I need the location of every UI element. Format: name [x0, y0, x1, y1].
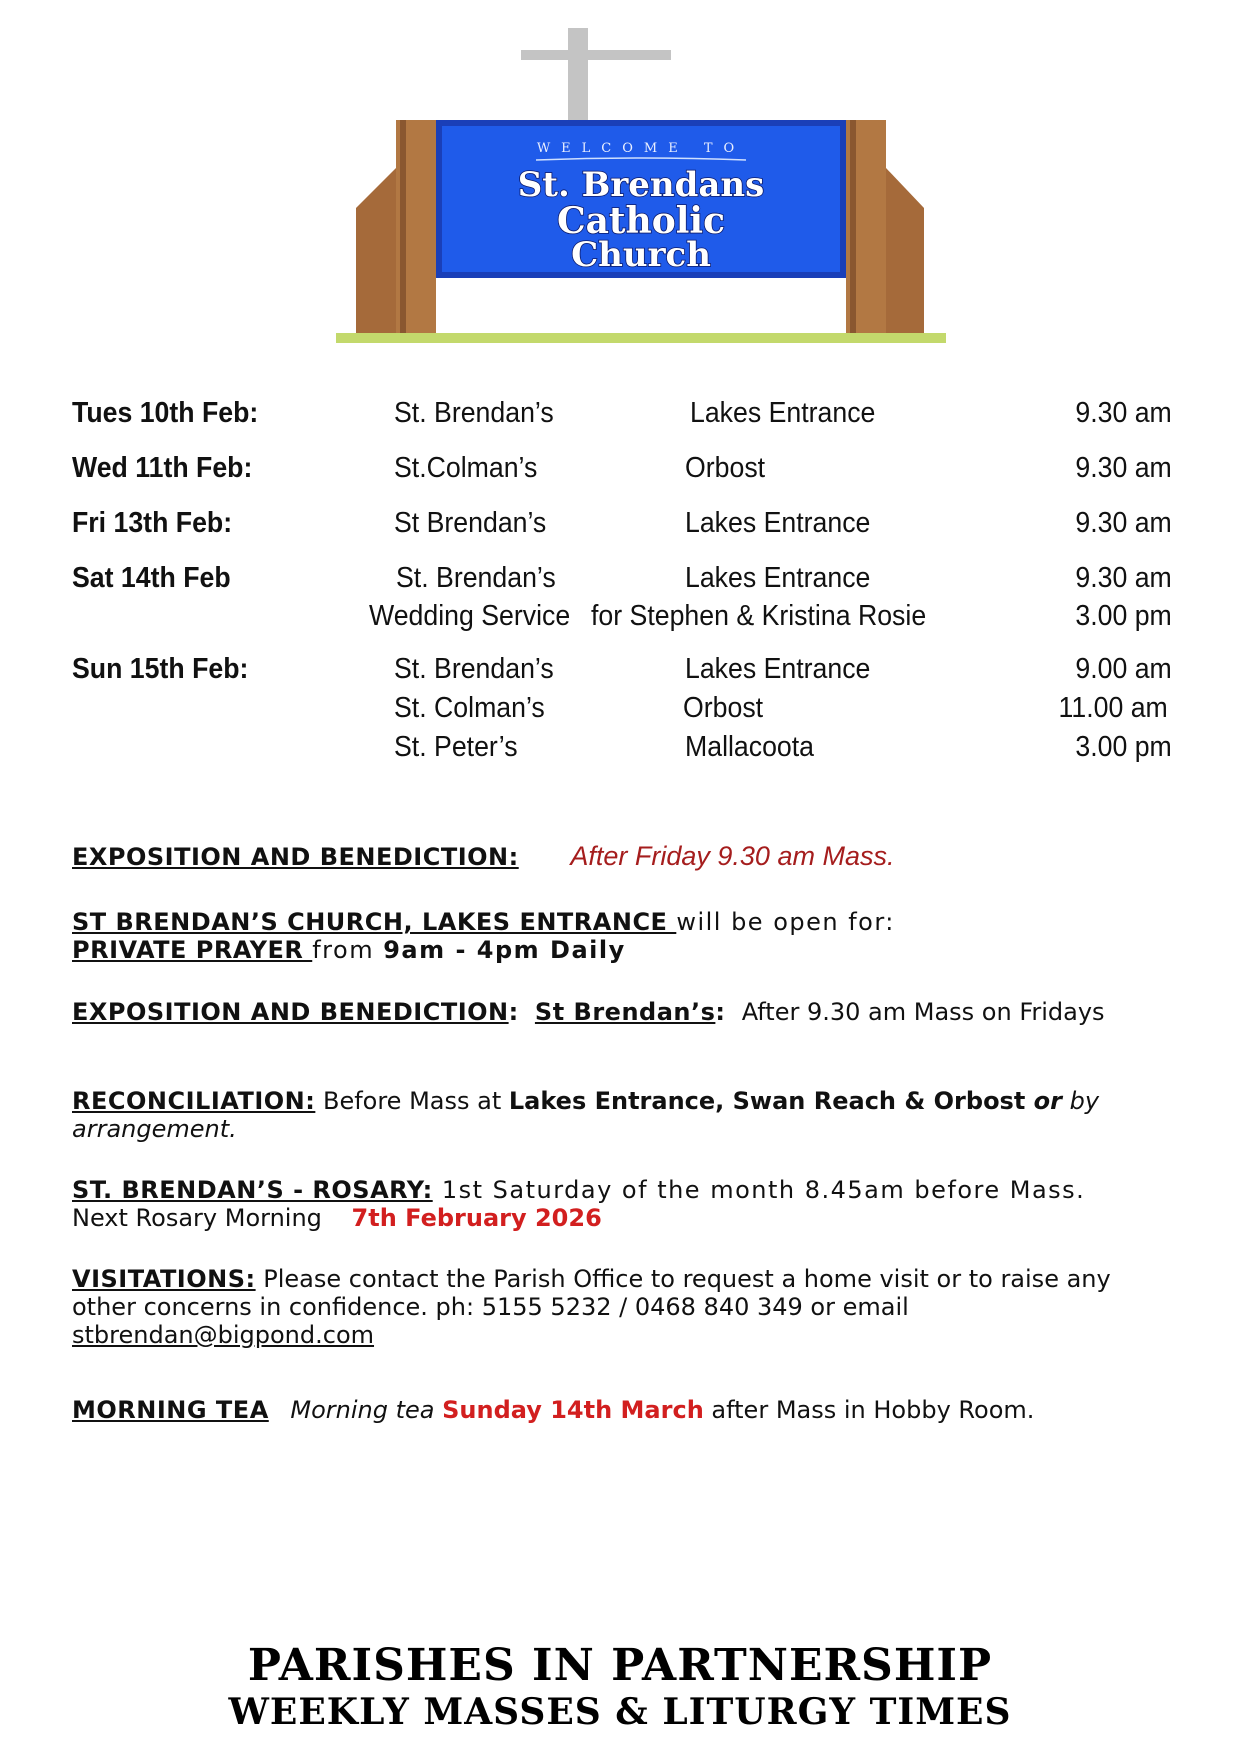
morning-tea-text: after Mass in Hobby Room.: [703, 1396, 1035, 1424]
schedule-day: Fri 13th Feb:: [72, 507, 233, 539]
notice-rosary: [72, 1176, 1162, 1232]
schedule-time: 9.30 am: [1075, 452, 1172, 484]
schedule-church: St. Brendan’s: [394, 397, 554, 429]
schedule-time: 9.00 am: [1075, 653, 1172, 685]
schedule-place: Lakes Entrance: [690, 397, 876, 429]
notice-morning-tea: [72, 1396, 1162, 1424]
schedule-place: Lakes Entrance: [685, 562, 871, 594]
cross-horizontal: [521, 50, 671, 60]
notice-exposition-friday: [72, 842, 1162, 871]
schedule-place: for Stephen & Kristina Rosie: [591, 600, 927, 632]
sign-line-3: Church: [571, 235, 711, 275]
reconciliation-text: Before Mass at: [315, 1087, 509, 1115]
exposition2-text: After 9.30 am Mass on Fridays: [741, 998, 1105, 1026]
schedule-church: St. Peter’s: [394, 731, 518, 763]
schedule-church: Wedding Service: [369, 600, 571, 632]
reconciliation-places: Lakes Entrance, Swan Reach & Orbost: [508, 1087, 1034, 1115]
exposition-heading: EXPOSITION AND BENEDICTION:: [72, 843, 519, 871]
schedule-time: 3.00 pm: [1075, 600, 1172, 632]
church-open-text: will be open for:: [676, 908, 895, 936]
schedule-church: St. Colman’s: [394, 692, 545, 724]
rosary-next-date: 7th February 2026: [351, 1204, 602, 1232]
exposition-time: After Friday 9.30 am Mass.: [570, 841, 895, 871]
reconciliation-arrangement: by arrangement.: [72, 1087, 1100, 1143]
reconciliation-or: or: [1033, 1087, 1062, 1115]
morning-tea-heading: MORNING TEA: [72, 1396, 269, 1424]
sign-line-2: Catholic: [556, 200, 726, 242]
private-prayer-heading: PRIVATE PRAYER: [72, 936, 313, 964]
sign-welcome-text: WELCOME TO: [536, 141, 746, 156]
schedule-place: Lakes Entrance: [685, 507, 871, 539]
schedule-church: St. Brendan’s: [394, 653, 554, 685]
rosary-next-label: Next Rosary Morning: [72, 1204, 322, 1232]
cross-vertical: [568, 28, 588, 128]
rosary-text: 1st Saturday of the month 8.45am before Mass.: [432, 1176, 1086, 1204]
morning-tea-date: Sunday 14th March: [442, 1396, 704, 1424]
reconciliation-heading: RECONCILIATION:: [72, 1087, 316, 1115]
notice-exposition-fridays: EXPOSITION AND BENEDICTION: St Brendan’s: After 9.30 am Mass on Fridays: [72, 998, 1105, 1026]
schedule-church: St. Brendan’s: [396, 562, 556, 594]
schedule-time: 9.30 am: [1075, 507, 1172, 539]
exposition2-heading: EXPOSITION AND BENEDICTION: [72, 998, 509, 1026]
schedule-day: Sat 14th Feb: [72, 562, 231, 594]
visitations-heading: VISITATIONS:: [72, 1265, 256, 1293]
schedule-day: Tues 10th Feb:: [72, 397, 259, 429]
schedule-day: Wed 11th Feb:: [72, 452, 253, 484]
morning-tea-label: Morning tea: [290, 1396, 443, 1424]
notice-visitations: [72, 1265, 1162, 1349]
schedule-place: Mallacoota: [685, 731, 815, 763]
notice-private-prayer: [72, 908, 1162, 964]
parish-email-link[interactable]: stbrendan@bigpond.com: [72, 1321, 375, 1349]
visitations-text: Please contact the Parish Office to request a home visit or to raise any other concerns in confidence. ph: 5155 5232 / 0468 840 349 or email: [72, 1265, 1111, 1321]
schedule-place: Lakes Entrance: [685, 653, 871, 685]
footer-subtitle: WEEKLY MASSES & LITURGY TIMES: [228, 1691, 1012, 1733]
sign-line-1: St. Brendans: [517, 165, 765, 205]
schedule-place: Orbost: [685, 452, 766, 484]
schedule-place: Orbost: [683, 692, 764, 724]
schedule-time: 9.30 am: [1075, 397, 1172, 429]
schedule-time: 11.00 am: [1058, 692, 1168, 724]
church-sign-logo: [336, 28, 946, 358]
rosary-heading: ST. BRENDAN’S - ROSARY:: [72, 1176, 433, 1204]
footer-title: PARISHES IN PARTNERSHIP: [247, 1640, 993, 1691]
notice-reconciliation: [72, 1087, 1162, 1143]
left-back-post: [356, 168, 396, 333]
private-prayer-from: from: [312, 936, 384, 964]
schedule-time: 3.00 pm: [1075, 731, 1172, 763]
footer: [0, 1640, 1240, 1733]
schedule-day: Sun 15th Feb:: [72, 653, 249, 685]
schedule-church: St.Colman’s: [394, 452, 538, 484]
exposition2-church: St Brendan’s: [534, 998, 716, 1026]
schedule-church: St Brendan’s: [394, 507, 547, 539]
schedule-time: 9.30 am: [1075, 562, 1172, 594]
church-open-heading: ST BRENDAN’S CHURCH, LAKES ENTRANCE: [72, 908, 677, 936]
right-back-post: [886, 168, 924, 333]
private-prayer-hours: 9am - 4pm Daily: [383, 936, 626, 964]
ground-strip: [336, 333, 946, 343]
